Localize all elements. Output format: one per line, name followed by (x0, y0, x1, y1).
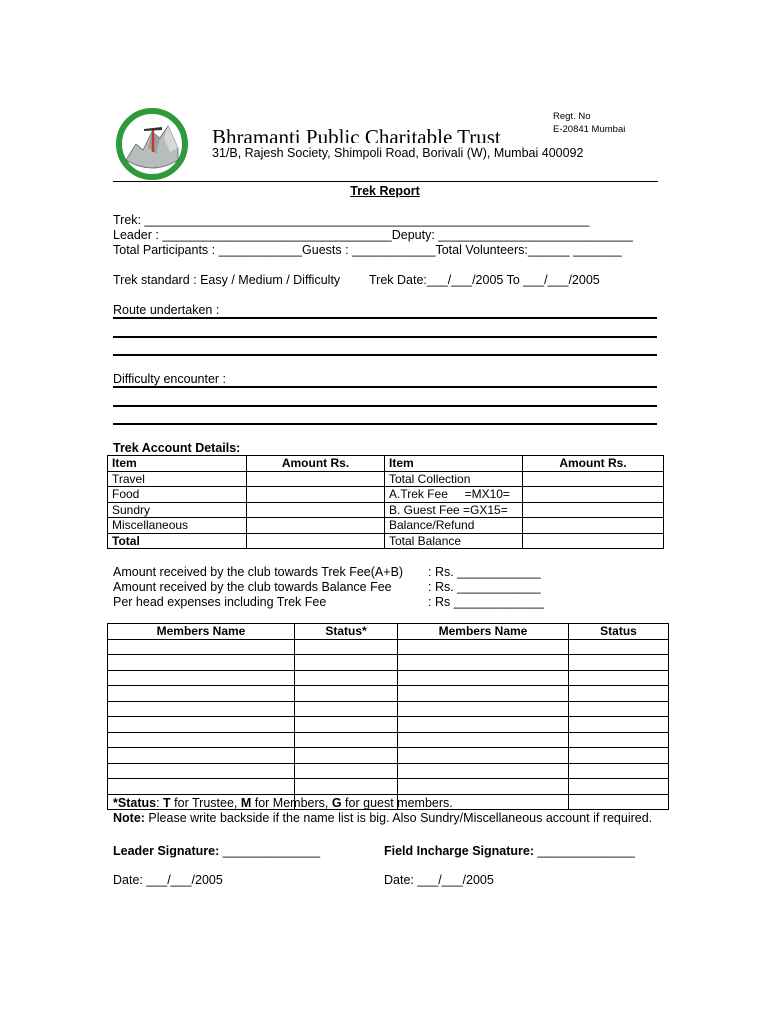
member-row (108, 748, 669, 764)
difficulty-line-2 (113, 405, 657, 407)
account-item: A.Trek Fee =MX10= (385, 487, 523, 503)
member-name-cell[interactable] (398, 639, 569, 655)
field-incharge-signature-blank: ______________ (534, 844, 635, 858)
member-name-cell[interactable] (108, 763, 295, 779)
account-item: Total Collection (385, 471, 523, 487)
registration-label: Regt. No (553, 111, 591, 122)
leader-signature-blank: ______________ (219, 844, 321, 858)
member-status-cell[interactable] (569, 748, 669, 764)
member-name-cell[interactable] (398, 748, 569, 764)
status-legend-label: *Status (113, 796, 157, 810)
member-name-cell[interactable] (398, 779, 569, 795)
difficulty-label: Difficulty encounter : (113, 372, 227, 386)
member-row (108, 686, 669, 702)
leader-signature-label: Leader Signature: (113, 844, 220, 858)
member-status-cell[interactable] (569, 670, 669, 686)
col-members-name: Members Name (108, 624, 295, 640)
registration-number: E-20841 Mumbai (553, 124, 626, 135)
member-name-cell[interactable] (108, 639, 295, 655)
member-name-cell[interactable] (108, 732, 295, 748)
field-incharge-signature-label: Field Incharge Signature: (384, 844, 535, 858)
col-status-2: Status (569, 624, 669, 640)
member-status-cell[interactable] (569, 763, 669, 779)
organization-address: 31/B, Rajesh Society, Shimpoli Road, Borivali (W), Mumbai 400092 (212, 146, 584, 160)
organization-name: Bhramanti Public Charitable Trust (212, 125, 501, 143)
member-row (108, 670, 669, 686)
member-row (108, 717, 669, 733)
status-legend-text: for guest members. (341, 796, 453, 810)
status-legend-text: : (156, 796, 164, 810)
member-status-cell[interactable] (295, 779, 398, 795)
member-name-cell[interactable] (398, 763, 569, 779)
difficulty-line-3 (113, 423, 657, 425)
note-label: Note: (113, 811, 145, 825)
account-item: Travel (108, 471, 247, 487)
member-status-cell[interactable] (295, 670, 398, 686)
member-status-cell[interactable] (569, 686, 669, 702)
col-item-2: Item (385, 456, 523, 472)
member-name-cell[interactable] (398, 670, 569, 686)
col-amount: Amount Rs. (247, 456, 385, 472)
difficulty-line-1 (113, 386, 657, 388)
col-item: Item (108, 456, 247, 472)
member-name-cell[interactable] (108, 670, 295, 686)
per-head-expense-value: : Rs _____________ (428, 595, 545, 609)
col-amount-2: Amount Rs. (523, 456, 664, 472)
member-name-cell[interactable] (108, 701, 295, 717)
member-status-cell[interactable] (295, 655, 398, 671)
account-row (108, 487, 664, 503)
account-table (107, 455, 664, 549)
member-status-cell[interactable] (569, 701, 669, 717)
leader-date: Date: ___/___/2005 (113, 873, 223, 887)
account-item: Balance/Refund (385, 518, 523, 534)
member-name-cell[interactable] (108, 655, 295, 671)
col-members-name-2: Members Name (398, 624, 569, 640)
mountain-ice-axe-icon (116, 108, 188, 180)
member-name-cell[interactable] (108, 748, 295, 764)
trek-field: Trek: ________________________________________________________________ (113, 213, 590, 227)
member-status-cell[interactable] (295, 717, 398, 733)
leader-deputy-field: Leader : _________________________________Deputy: ____________________________ (113, 228, 633, 242)
route-label: Route undertaken : (113, 303, 220, 317)
account-amount[interactable] (523, 487, 664, 503)
account-heading: Trek Account Details: (113, 441, 241, 455)
member-status-cell[interactable] (569, 639, 669, 655)
member-status-cell[interactable] (569, 717, 669, 733)
members-header-row (108, 624, 669, 640)
account-amount[interactable] (247, 487, 385, 503)
member-row (108, 779, 669, 795)
member-row (108, 732, 669, 748)
account-row (108, 471, 664, 487)
account-amount[interactable] (247, 518, 385, 534)
amount-balance-fee-value: : Rs. ____________ (428, 580, 541, 594)
account-item: Sundry (108, 502, 247, 518)
member-status-cell[interactable] (569, 655, 669, 671)
note-text: Please write backside if the name list is big. Also Sundry/Miscellaneous account if required. (144, 811, 653, 825)
route-line-2 (113, 336, 657, 338)
member-name-cell[interactable] (108, 717, 295, 733)
amount-trek-fee-label: Amount received by the club towards Trek Fee(A+B) (113, 565, 404, 579)
member-status-cell[interactable] (295, 763, 398, 779)
account-header-row (108, 456, 664, 472)
account-amount[interactable] (247, 502, 385, 518)
leader-signature (113, 844, 320, 858)
report-title (0, 184, 770, 198)
status-code-member: M (240, 796, 252, 810)
account-item: Food (108, 487, 247, 503)
member-status-cell[interactable] (295, 748, 398, 764)
route-line-3 (113, 354, 657, 356)
member-status-cell[interactable] (569, 779, 669, 795)
amount-balance-fee-label: Amount received by the club towards Balance Fee (113, 580, 392, 594)
account-amount[interactable] (247, 533, 385, 549)
status-legend-text: for Members, (251, 796, 332, 810)
account-amount[interactable] (247, 471, 385, 487)
member-name-cell[interactable] (398, 732, 569, 748)
member-name-cell[interactable] (108, 686, 295, 702)
status-code-guest: G (331, 796, 342, 810)
members-table (107, 623, 669, 810)
amount-trek-fee-value: : Rs. ____________ (428, 565, 541, 579)
member-status-cell[interactable] (295, 686, 398, 702)
trek-date-field: Trek Date:___/___/2005 To ___/___/2005 (369, 273, 600, 287)
member-name-cell[interactable] (398, 717, 569, 733)
account-item: Total Balance (385, 533, 523, 549)
account-item-total: Total (108, 533, 247, 549)
account-amount[interactable] (523, 533, 664, 549)
member-name-cell[interactable] (108, 779, 295, 795)
status-code-trustee: T (163, 796, 171, 810)
status-legend-text: for Trustee, (170, 796, 241, 810)
account-amount[interactable] (523, 518, 664, 534)
member-status-cell[interactable] (569, 732, 669, 748)
member-row (108, 763, 669, 779)
field-incharge-date: Date: ___/___/2005 (384, 873, 494, 887)
account-amount[interactable] (523, 471, 664, 487)
member-name-cell[interactable] (398, 701, 569, 717)
per-head-expense-label: Per head expenses including Trek Fee (113, 595, 327, 609)
account-row (108, 518, 664, 534)
account-row (108, 502, 664, 518)
member-status-cell[interactable] (295, 732, 398, 748)
member-row (108, 655, 669, 671)
account-item: B. Guest Fee =GX15= (385, 502, 523, 518)
report-title-text: Trek Report (350, 184, 420, 198)
account-amount[interactable] (523, 502, 664, 518)
member-status-cell[interactable] (569, 794, 669, 810)
member-row (108, 639, 669, 655)
participants-field: Total Participants : ____________Guests : ____________Total Volunteers:______ _______ (113, 243, 622, 257)
status-legend (113, 796, 453, 810)
account-item: Miscellaneous (108, 518, 247, 534)
member-name-cell[interactable] (398, 655, 569, 671)
member-row (108, 701, 669, 717)
col-status: Status* (295, 624, 398, 640)
note (113, 811, 652, 825)
route-line-1 (113, 317, 657, 319)
member-status-cell[interactable] (295, 639, 398, 655)
member-name-cell[interactable] (398, 686, 569, 702)
field-incharge-signature (384, 844, 635, 858)
registration-info (553, 110, 625, 136)
header-divider (113, 181, 658, 182)
account-row (108, 533, 664, 549)
member-status-cell[interactable] (295, 701, 398, 717)
trek-standard-field: Trek standard : Easy / Medium / Difficulty (113, 273, 341, 287)
